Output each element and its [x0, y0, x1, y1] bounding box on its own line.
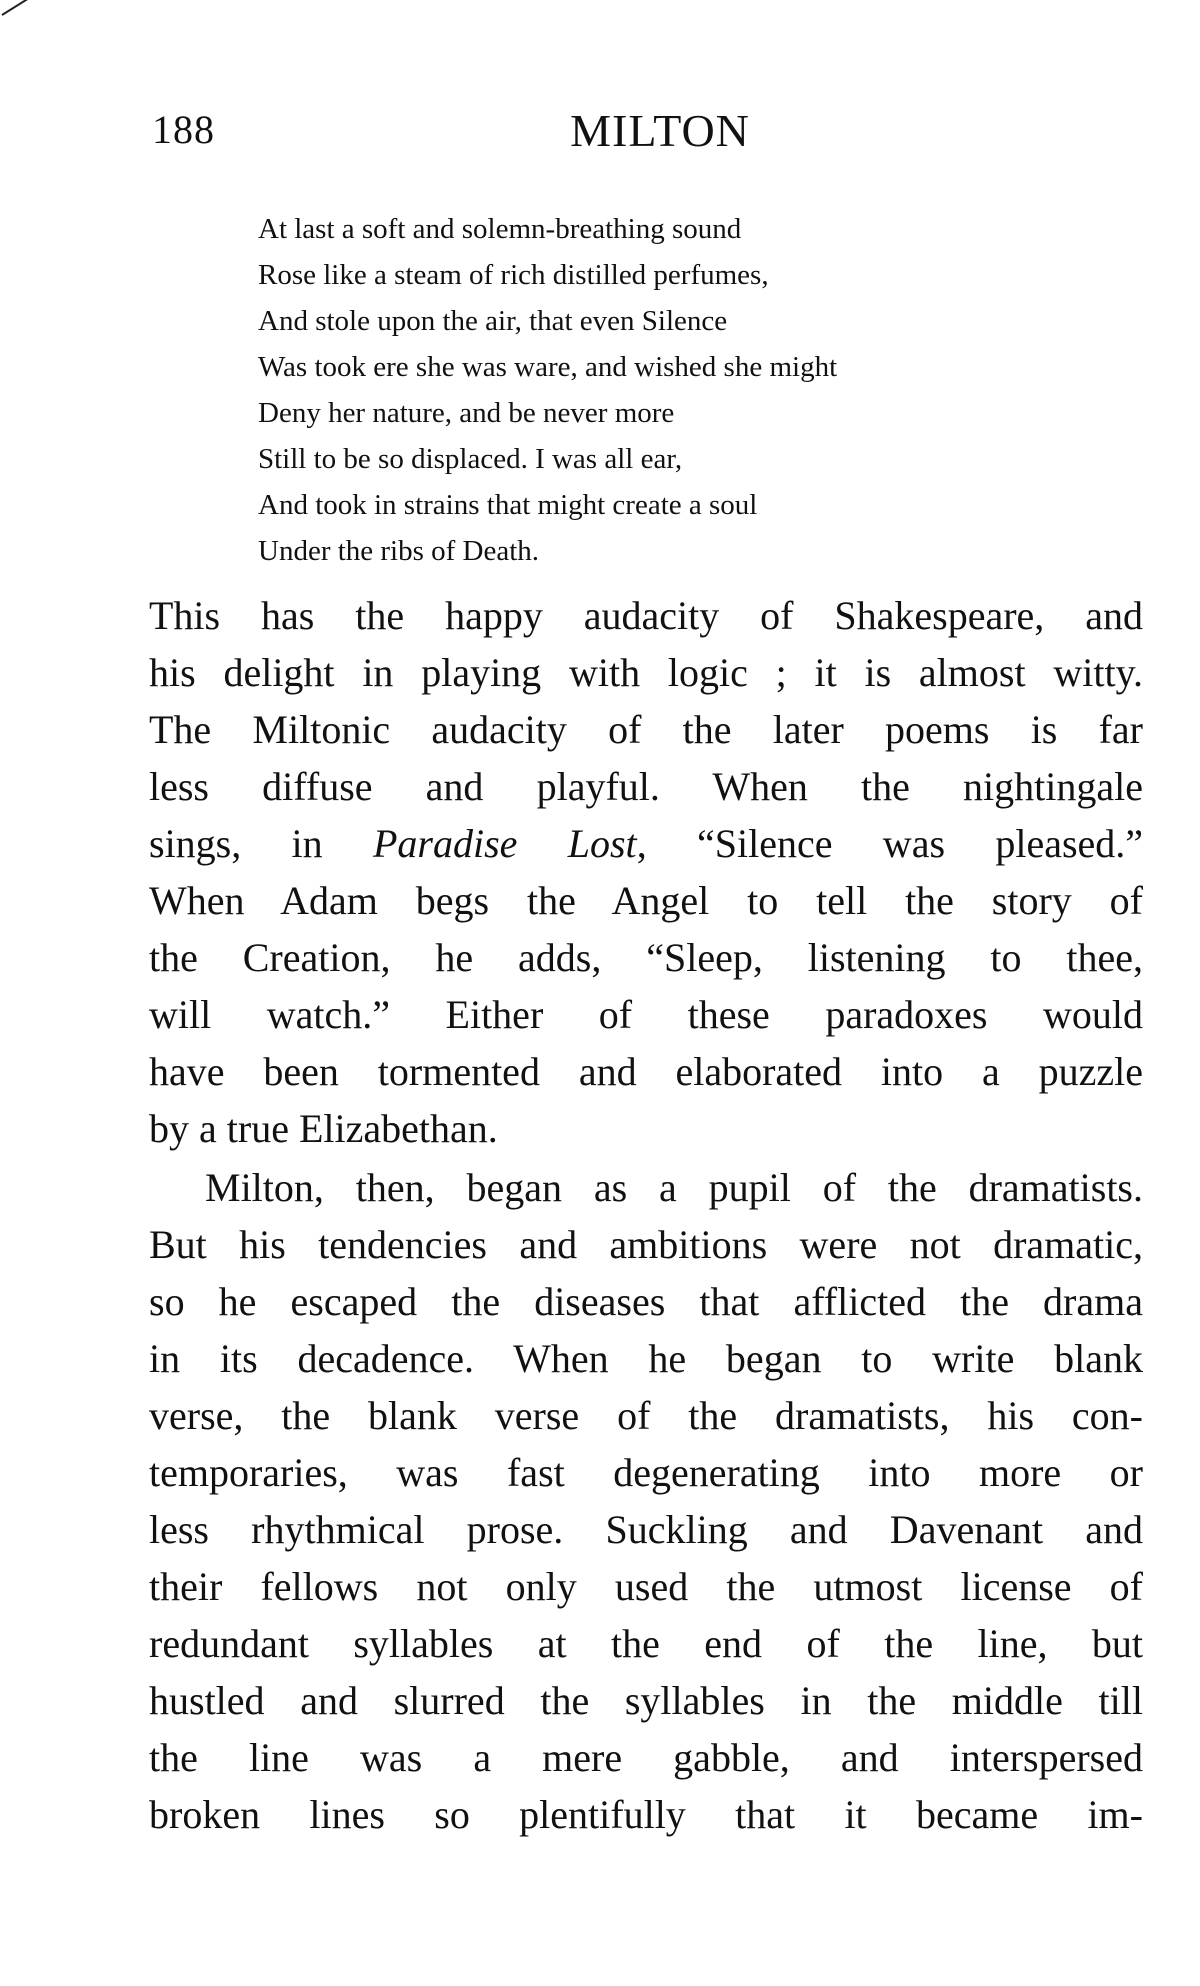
text-line: hustled and slurred the syllables in the middle till [149, 1678, 1143, 1723]
text-line: This has the happy audacity of Shakespeare, and [149, 593, 1143, 638]
verse-line: At last a soft and solemn-breathing sound [258, 213, 742, 245]
text-line [149, 815, 1143, 872]
text-line: broken lines so plentifully that it became im- [149, 1792, 1143, 1837]
verse-line: Under the ribs of Death. [258, 535, 540, 567]
verse-line: And stole upon the air, that even Silence [258, 305, 728, 337]
text-line: redundant syllables at the end of the line, but [149, 1621, 1143, 1666]
text-line: less diffuse and playful. When the nightingale [149, 764, 1143, 809]
paragraph-1 [149, 587, 1143, 1157]
text-span: , “Silence was pleased.” [636, 821, 1144, 866]
verse-line: Rose like a steam of rich distilled perfumes, [258, 259, 769, 291]
page-number: 188 [152, 107, 215, 152]
text-line: the line was a mere gabble, and interspersed [149, 1735, 1143, 1780]
running-title: MILTON [570, 105, 750, 156]
text-line: in its decadence. When he began to write blank [149, 1336, 1143, 1381]
paragraph-2 [149, 1159, 1143, 1843]
text-line: his delight in playing with logic ; it is almost witty. [149, 650, 1143, 695]
verse-line: And took in strains that might create a soul [258, 489, 758, 521]
text-line: verse, the blank verse of the dramatists, his con- [149, 1393, 1143, 1438]
text-line: less rhythmical prose. Suckling and Davenant and [149, 1507, 1143, 1552]
text-line: their fellows not only used the utmost license of [149, 1564, 1143, 1609]
verse-line: Was took ere she was ware, and wished she might [258, 351, 838, 383]
text-line: But his tendencies and ambitions were not dramatic, [149, 1222, 1143, 1267]
text-line: The Miltonic audacity of the later poems is far [149, 707, 1143, 752]
verse-quotation [258, 206, 837, 574]
verse-line: Deny her nature, and be never more [258, 397, 675, 429]
text-line: temporaries, was fast degenerating into more or [149, 1450, 1143, 1495]
italic-title: Paradise Lost [373, 821, 637, 866]
text-line: Milton, then, began as a pupil of the dramatists. [205, 1165, 1143, 1210]
verse-line: Still to be so displaced. I was all ear, [258, 443, 683, 475]
text-line: will watch.” Either of these paradoxes would [149, 992, 1143, 1037]
text-span: sings, in [149, 821, 373, 866]
text-line: by a true Elizabethan. [149, 1106, 498, 1151]
text-line: so he escaped the diseases that afflicted the drama [149, 1279, 1143, 1324]
scan-pen-mark [1, 0, 41, 16]
body-text [149, 587, 1143, 1843]
text-line: have been tormented and elaborated into a puzzle [149, 1049, 1143, 1094]
text-line: When Adam begs the Angel to tell the story of [149, 878, 1143, 923]
text-line: the Creation, he adds, “Sleep, listening to thee, [149, 935, 1143, 980]
